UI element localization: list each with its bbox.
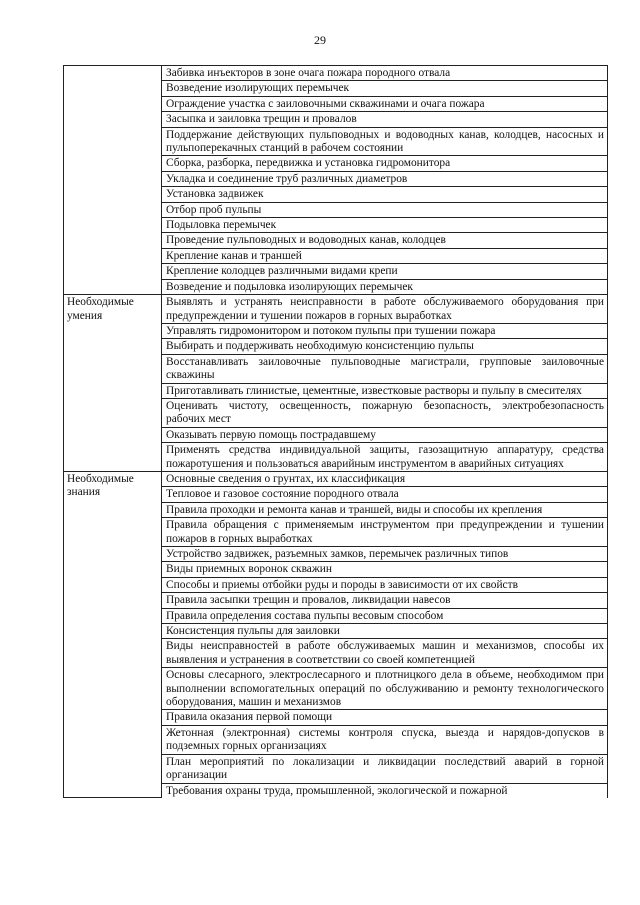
item-cell: Проведение пульповодных и водоводных канав, колодцев [162,233,608,248]
item-cell: Жетонная (электронная) системы контроля спуска, выезда и нарядов-допусков в подземных горных организациях [162,725,608,754]
item-cell: Основные сведения о грунтах, их классификация [162,471,608,486]
item-cell: Укладка и соединение труб различных диаметров [162,171,608,186]
table-row [64,471,608,486]
item-cell: Подыловка перемычек [162,218,608,233]
item-cell: Виды неисправностей в работе обслуживаемых машин и механизмов, способы их выявления и устранения в соответствии со своей компетенцией [162,639,608,668]
item-cell: Управлять гидромонитором и потоком пульпы при тушении пожара [162,323,608,338]
item-cell: Выявлять и устранять неисправности в работе обслуживаемого оборудования при предупреждении и тушении пожаров в горных выработках [162,295,608,324]
category-cell-required-skills: Необходимые умения [64,295,162,472]
table-row [64,66,608,81]
item-cell: Поддержание действующих пульповодных и водоводных канав, колодцев, насосных и пульпоперекачных станций в рабочем состоянии [162,127,608,156]
item-cell: Ограждение участка с заиловочными скважинами и очага пожара [162,96,608,111]
item-cell: Виды приемных воронок скважин [162,562,608,577]
item-cell: Забивка инъекторов в зоне очага пожара породного отвала [162,66,608,81]
item-cell: Требования охраны труда, промышленной, экологической и пожарной [162,783,608,798]
page-number: 29 [314,33,326,47]
table-row [64,295,608,324]
item-cell: Основы слесарного, электрослесарного и плотницкого дела в объеме, необходимом при выполнении вспомогательных операций по обслуживанию и ремонту технологического оборудования, машин и механизмов [162,668,608,710]
item-cell: Оказывать первую помощь пострадавшему [162,427,608,442]
table-body [64,66,608,798]
item-cell: Отбор проб пульпы [162,202,608,217]
item-cell: План мероприятий по локализации и ликвидации последствий аварий в горной организации [162,754,608,783]
item-cell: Приготавливать глинистые, цементные, известковые растворы и пульпу в смесителях [162,383,608,398]
item-cell: Правила засыпки трещин и провалов, ликвидации навесов [162,593,608,608]
item-cell: Способы и приемы отбойки руды и породы в зависимости от их свойств [162,577,608,592]
item-cell: Возведение изолирующих перемычек [162,81,608,96]
item-cell: Засыпка и заиловка трещин и провалов [162,112,608,127]
item-cell: Выбирать и поддерживать необходимую консистенцию пульпы [162,339,608,354]
item-cell: Применять средства индивидуальной защиты, газозащитную аппаратуру, средства пожаротушения и пользоваться аварийным инструментом в аварийных ситуациях [162,443,608,472]
item-cell: Оценивать чистоту, освещенность, пожарную безопасность, электробезопасность рабочих мест [162,398,608,427]
item-cell: Устройство задвижек, разъемных замков, перемычек различных типов [162,547,608,562]
item-cell: Правила проходки и ремонта канав и траншей, виды и способы их крепления [162,502,608,517]
item-cell: Правила обращения с применяемым инструментом при предупреждении и тушении пожаров в горных выработках [162,518,608,547]
item-cell: Правила определения состава пульпы весовым способом [162,608,608,623]
item-cell: Установка задвижек [162,187,608,202]
category-cell-required-knowledge: Необходимые знания [64,471,162,797]
item-cell: Тепловое и газовое состояние породного отвала [162,487,608,502]
item-cell: Возведение и подыловка изолирующих перемычек [162,279,608,294]
item-cell: Правила оказания первой помощи [162,710,608,725]
competency-table [63,65,608,798]
item-cell: Восстанавливать заиловочные пульповодные магистрали, групповые заиловочные скважины [162,354,608,383]
item-cell: Крепление колодцев различными видами крепи [162,264,608,279]
item-cell: Консистенция пульпы для заиловки [162,624,608,639]
item-cell: Крепление канав и траншей [162,248,608,263]
category-cell-work-actions [64,66,162,295]
item-cell: Сборка, разборка, передвижка и установка гидромонитора [162,156,608,171]
